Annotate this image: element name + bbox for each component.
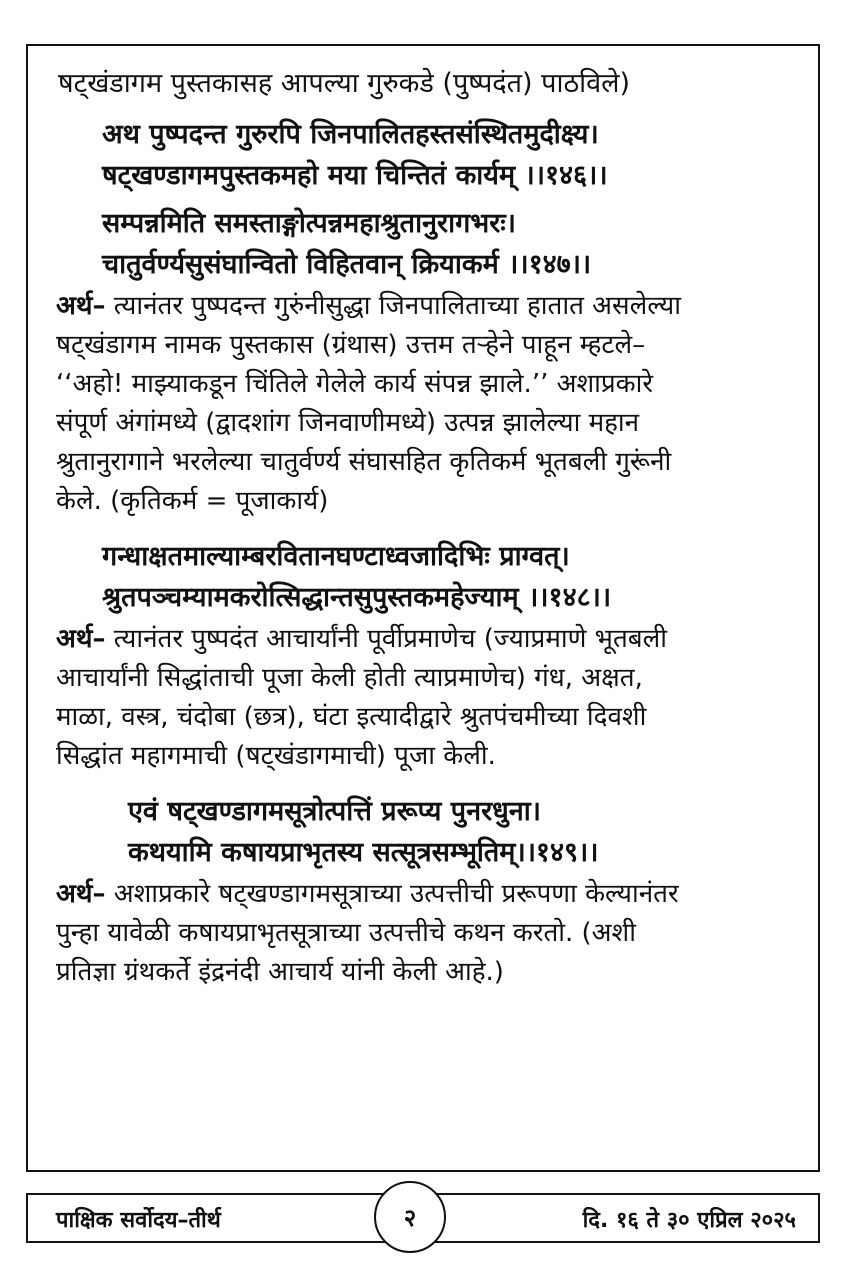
meaning-line: संपूर्ण अंगांमध्ये (द्वादशांग जिनवाणीमध्ये) उत्पन्न झालेल्या महान: [56, 408, 640, 439]
meaning-line: माळा, वस्त्र, चंदोबा (छत्र), घंटा इत्यादीद्वारे श्रुतपंचमीच्या दिवशी: [56, 702, 647, 733]
verse-148-block: [102, 537, 790, 618]
meaning-line: [56, 620, 790, 659]
meaning-line: षट्खंडागम नामक पुस्तकास (ग्रंथास) उत्तम तऱ्हेने पाहून म्हटले–: [56, 330, 646, 361]
verse-149-block: [128, 792, 790, 873]
intro-line: षट्खंडागम पुस्तकासह आपल्या गुरुकडे (पुष्पदंत) पाठविले): [58, 68, 631, 99]
meaning-text: अशाप्रकारे षट्खण्डागमसूत्राच्या उत्पत्तीची प्ररूपणा केल्यानंतर: [105, 879, 679, 910]
verse-line: चातुर्वर्ण्यसुसंघान्वितो विहितवान् क्रियाकर्म ।।१४७।।: [102, 248, 592, 280]
verse-line: गन्धाक्षतमाल्याम्बरवितानघण्टाध्वजादिभिः प्राग्वत्।: [102, 541, 570, 573]
publication-name: पाक्षिक सर्वोदय–तीर्थ: [56, 1208, 221, 1233]
meaning-label: अर्थ–: [56, 879, 106, 910]
meaning-text: त्यानंतर पुष्पदन्त गुरुंनीसुद्धा जिनपालिताच्या हातात असलेल्या: [105, 291, 681, 322]
meaning-line: आचार्यांनी सिद्धांताची पूजा केली होती त्याप्रमाणेच) गंध, अक्षत,: [56, 663, 643, 694]
meaning-paragraph-2: [56, 620, 790, 776]
meaning-label: अर्थ–: [56, 291, 106, 322]
verse-line: अथ पुष्पदन्त गुरुरपि जिनपालितहस्तसंस्थितमुदीक्ष्य।: [102, 119, 599, 151]
meaning-paragraph-3: [56, 875, 790, 992]
verse-146-block: [102, 115, 790, 196]
meaning-label: अर्थ–: [56, 624, 106, 655]
verse-line: कथयामि कषायप्राभृतस्य सत्सूत्रसम्भूतिम्।।१४९।।: [128, 836, 599, 868]
verse-line: षट्खण्डागमपुस्तकमहो मया चिन्तितं कार्यम् ।।१४६।।: [102, 159, 608, 191]
meaning-line: [56, 875, 790, 914]
page-number: २: [374, 1181, 446, 1253]
meaning-line: श्रुतानुरागाने भरलेल्या चातुर्वर्ण्य संघासहित कृतिकर्म भूतबली गुरूंनी: [56, 447, 672, 478]
issue-date: दि. १६ ते ३० एप्रिल २०२५: [582, 1208, 796, 1233]
meaning-line: ‘‘अहो! माझ्याकडून चिंतिले गेलेले कार्य संपन्न झाले.’’ अशाप्रकारे: [56, 369, 654, 400]
meaning-line: सिद्धांत महागमाची (षट्खंडागमाची) पूजा केली.: [56, 741, 496, 772]
meaning-paragraph-1: [56, 287, 790, 521]
meaning-line: केले. (कृतिकर्म = पूजाकार्य): [56, 486, 329, 517]
verse-line: सम्पन्नमिति समस्ताङ्गोत्पन्नमहाश्रुतानुरागभरः।: [102, 208, 516, 240]
meaning-line: पुन्हा यावेळी कषायप्राभृतसूत्राच्या उत्पत्तीचे कथन करतो. (अशी: [56, 918, 636, 949]
meaning-line: प्रतिज्ञा ग्रंथकर्ते इंद्रनंदी आचार्य यांनी केली आहे.): [56, 957, 504, 988]
verse-line: श्रुतपञ्चम्यामकरोत्सिद्धान्तसुपुस्तकमहेज्याम् ।।१४८।।: [102, 581, 612, 613]
page-content-frame: [26, 44, 820, 1172]
verse-147-block: [102, 204, 790, 285]
verse-line: एवं षट्खण्डागमसूत्रोत्पत्तिं प्ररूप्य पुनरधुना।: [128, 796, 541, 828]
meaning-text: त्यानंतर पुष्पदंत आचार्यांनी पूर्वीप्रमाणेच (ज्याप्रमाणे भूतबली: [105, 624, 667, 655]
meaning-line: [56, 287, 790, 326]
